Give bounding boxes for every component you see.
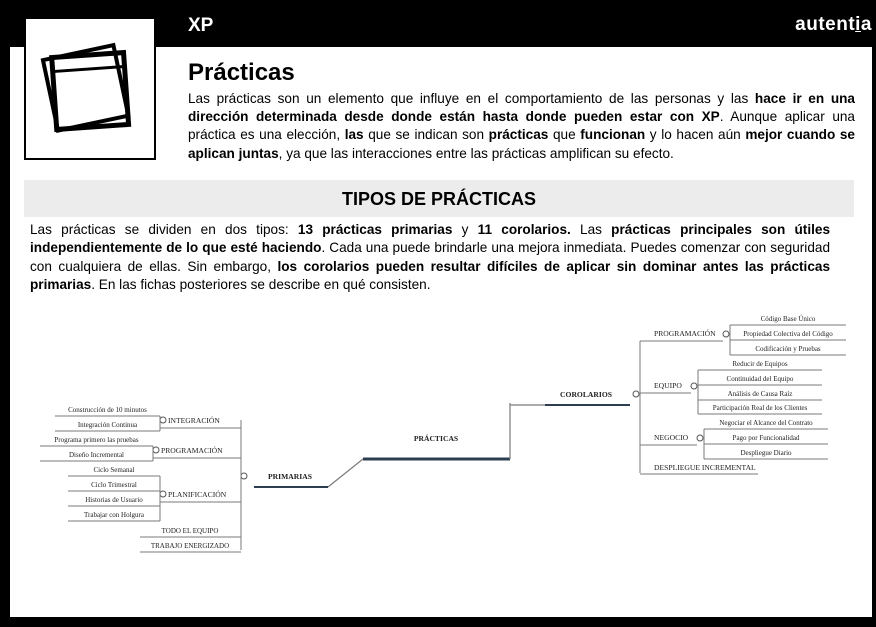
corolarios-item: Reducir de Equipos (732, 360, 788, 368)
intro-segment: Las prácticas son un elemento que influye en el comportamiento de las personas y las (188, 91, 755, 106)
primarias-group-label: PLANIFICACIÓN (168, 490, 227, 499)
intro-segment: prácticas (488, 127, 549, 143)
intro-segment: que se indican son (363, 127, 489, 143)
corolarios-group-label: EQUIPO (654, 381, 682, 390)
mindmap-root-label: PRÁCTICAS (413, 434, 459, 443)
intro-segment: hace ir en una dirección determinada desde donde están hasta donde pueden estar con XP (188, 91, 855, 125)
corolarios-label: COROLARIOS (560, 390, 612, 399)
primarias-item: Ciclo Semanal (93, 466, 135, 474)
desc-segment: 13 prácticas primarias (297, 222, 453, 237)
section-label: XP (188, 15, 214, 36)
primarias-group-label: PROGRAMACIÓN (161, 446, 223, 455)
primarias-item: Integración Continua (77, 421, 138, 429)
brand-logo: autentia (795, 14, 872, 35)
corolarios-item: Código Base Único (760, 315, 816, 323)
primarias-item: Ciclo Trimestral (91, 481, 137, 489)
corolarios-item: Participación Real de los Clientes (712, 404, 808, 412)
primarias-item: Construcción de 10 minutos (68, 406, 147, 414)
node-connector-icon (723, 331, 729, 337)
corolarios-group-label: PROGRAMACIÓN (654, 329, 716, 338)
primarias-item: Trabajar con Holgura (83, 511, 145, 519)
node-connector-icon (241, 473, 247, 479)
corolarios-item: Despliegue Diario (740, 449, 792, 457)
intro-segment: las (344, 127, 364, 143)
desc-segment: . En las fichas posteriores se describe en qué consisten. (91, 276, 431, 292)
corolarios-item: Negociar el Alcance del Contrato (719, 419, 813, 427)
corolarios-item: Codificación y Pruebas (755, 345, 821, 353)
desc-segment: prácticas principales son útiles independientemente de lo que esté haciendo (30, 222, 831, 256)
desc-segment: 11 corolarios. (477, 222, 571, 237)
intro-segment: y lo hacen aún (645, 127, 746, 143)
desc-segment: . Cada una puede brindarle una mejora inmediata. Puedes comenzar con seguridad con cualquiera de ellas. Sin embargo, (30, 240, 831, 274)
primarias-group-label: INTEGRACIÓN (168, 416, 220, 425)
intro-segment: , ya que las interacciones entre las prácticas amplifican su efecto. (278, 145, 674, 161)
node-connector-icon (153, 447, 159, 453)
primarias-item: Diseño Incremental (68, 451, 125, 459)
primarias-item: Programa primero las pruebas (54, 436, 139, 444)
primarias-single-label: TODO EL EQUIPO (161, 527, 219, 535)
primarias-label: PRIMARIAS (268, 472, 312, 481)
intro-segment: mejor cuando se aplican juntas (188, 127, 855, 161)
intro-segment: . Aunque aplicar una práctica es una elección, (188, 109, 855, 143)
page-title: Prácticas (188, 59, 295, 86)
corolarios-item: Pago por Funcionalidad (732, 434, 800, 442)
node-connector-icon (633, 391, 639, 397)
desc-segment: y (452, 222, 478, 237)
corolarios-item: Propiedad Colectiva del Código (743, 330, 833, 338)
node-connector-icon (160, 417, 166, 423)
desc-segment: Las prácticas se dividen en dos tipos: (30, 222, 298, 237)
section-title: TIPOS DE PRÁCTICAS (341, 189, 537, 209)
primarias-single-label: TRABAJO ENERGIZADO (150, 542, 230, 550)
node-connector-icon (160, 491, 166, 497)
node-connector-icon (691, 383, 697, 389)
corolarios-single-label: DESPLIEGUE INCREMENTAL (654, 463, 756, 472)
intro-segment: funcionan (580, 127, 646, 143)
primarias-item: Historias de Usuario (85, 496, 143, 504)
node-connector-icon (697, 435, 703, 441)
corolarios-group-label: NEGOCIO (654, 433, 689, 442)
desc-segment: los corolarios pueden resultar difíciles de aplicar sin dominar antes las prácticas primarias (30, 258, 831, 292)
desc-segment: Las (570, 222, 612, 237)
corolarios-item: Análisis de Causa Raíz (727, 390, 793, 398)
connector-line (328, 459, 363, 487)
intro-segment: que (548, 127, 581, 143)
corolarios-item: Continuidad del Equipo (726, 375, 794, 383)
